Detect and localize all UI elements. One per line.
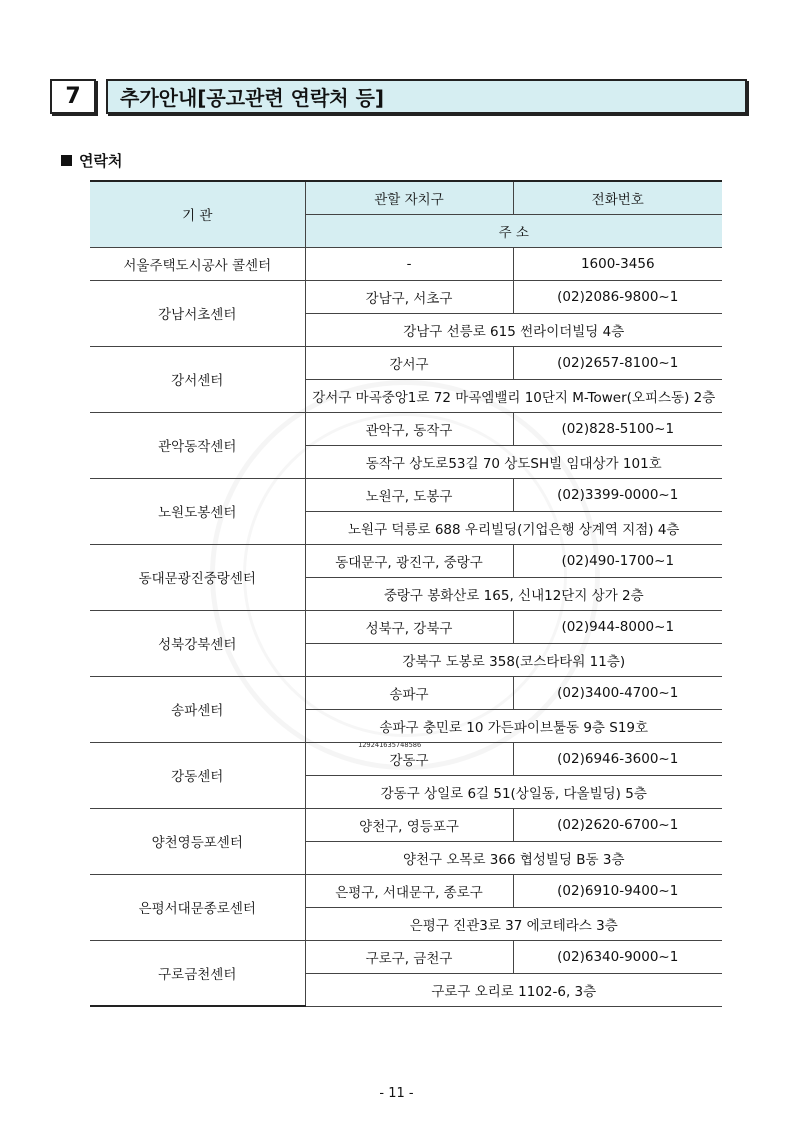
center-phone: (02)3400-4700~1 — [513, 676, 722, 709]
contacts-table — [90, 180, 722, 1007]
center-address: 강북구 도봉로 358(코스타타워 11층) — [305, 643, 722, 676]
table-row — [90, 676, 722, 709]
center-name: 성북강북센터 — [90, 610, 305, 676]
center-phone: (02)6910-9400~1 — [513, 874, 722, 907]
center-district: 양천구, 영등포구 — [305, 808, 513, 841]
center-name: 동대문광진중랑센터 — [90, 544, 305, 610]
center-district: 은평구, 서대문구, 종로구 — [305, 874, 513, 907]
center-phone: (02)2086-9800~1 — [513, 280, 722, 313]
table-row — [90, 544, 722, 577]
center-name: 은평서대문종로센터 — [90, 874, 305, 940]
center-address: 중랑구 봉화산로 165, 신내12단지 상가 2층 — [305, 577, 722, 610]
center-phone: (02)2620-6700~1 — [513, 808, 722, 841]
center-address: 양천구 오목로 366 협성빌딩 B동 3층 — [305, 841, 722, 874]
square-bullet-icon — [61, 155, 72, 166]
section-title: 추가안내[공고관련 연락처 등] — [106, 79, 747, 114]
call-center-phone: 1600-3456 — [513, 247, 722, 280]
center-address: 강서구 마곡중앙1로 72 마곡엠밸리 10단지 M-Tower(오피스동) 2층 — [305, 379, 722, 412]
center-name: 관악동작센터 — [90, 412, 305, 478]
subheading-text: 연락처 — [79, 152, 123, 170]
table-row — [90, 808, 722, 841]
center-phone: (02)944-8000~1 — [513, 610, 722, 643]
header-district: 관할 자치구 — [305, 181, 513, 214]
center-district: 구로구, 금천구 — [305, 940, 513, 973]
center-name: 강남서초센터 — [90, 280, 305, 346]
table-row — [90, 346, 722, 379]
center-name: 강동센터 — [90, 742, 305, 808]
center-district: 동대문구, 광진구, 중랑구 — [305, 544, 513, 577]
center-district: 노원구, 도봉구 — [305, 478, 513, 511]
center-address: 송파구 충민로 10 가든파이브툴동 9층 S19호 — [305, 709, 722, 742]
center-name: 노원도봉센터 — [90, 478, 305, 544]
center-address: 구로구 오리로 1102-6, 3층 — [305, 973, 722, 1006]
center-address: 동작구 상도로53길 70 상도SH빌 임대상가 101호 — [305, 445, 722, 478]
center-name: 양천영등포센터 — [90, 808, 305, 874]
center-address: 은평구 진관3로 37 에코테라스 3층 — [305, 907, 722, 940]
center-name: 강서센터 — [90, 346, 305, 412]
center-district: 송파구 — [305, 676, 513, 709]
document-code: 129241635748586 — [358, 741, 422, 749]
section-number: 7 — [50, 79, 96, 114]
call-center-name: 서울주택도시공사 콜센터 — [90, 247, 305, 280]
center-phone: (02)6946-3600~1 — [513, 742, 722, 775]
center-name: 송파센터 — [90, 676, 305, 742]
center-phone: (02)2657-8100~1 — [513, 346, 722, 379]
center-district: 강동구 — [305, 742, 513, 775]
center-phone: (02)490-1700~1 — [513, 544, 722, 577]
center-district: 관악구, 동작구 — [305, 412, 513, 445]
center-phone: (02)3399-0000~1 — [513, 478, 722, 511]
center-address: 노원구 덕릉로 688 우리빌딩(기업은행 상계역 지점) 4층 — [305, 511, 722, 544]
center-address: 강남구 선릉로 615 썬라이더빌딩 4층 — [305, 313, 722, 346]
table-row — [90, 874, 722, 907]
center-phone: (02)6340-9000~1 — [513, 940, 722, 973]
header-phone: 전화번호 — [513, 181, 722, 214]
center-district: 성북구, 강북구 — [305, 610, 513, 643]
center-name: 구로금천센터 — [90, 940, 305, 1006]
header-agency: 기 관 — [90, 181, 305, 247]
table-row — [90, 478, 722, 511]
contacts-subheading — [61, 150, 122, 171]
call-center-row — [90, 247, 722, 280]
center-phone: (02)828-5100~1 — [513, 412, 722, 445]
page-number: - 11 - — [379, 1086, 414, 1101]
table-row — [90, 412, 722, 445]
header-address: 주 소 — [305, 214, 722, 247]
center-district: 강서구 — [305, 346, 513, 379]
call-center-district: - — [305, 247, 513, 280]
center-district: 강남구, 서초구 — [305, 280, 513, 313]
table-row — [90, 280, 722, 313]
table-row — [90, 610, 722, 643]
table-header-row — [90, 181, 722, 214]
table-row — [90, 940, 722, 973]
center-address: 강동구 상일로 6길 51(상일동, 다올빌딩) 5층 — [305, 775, 722, 808]
